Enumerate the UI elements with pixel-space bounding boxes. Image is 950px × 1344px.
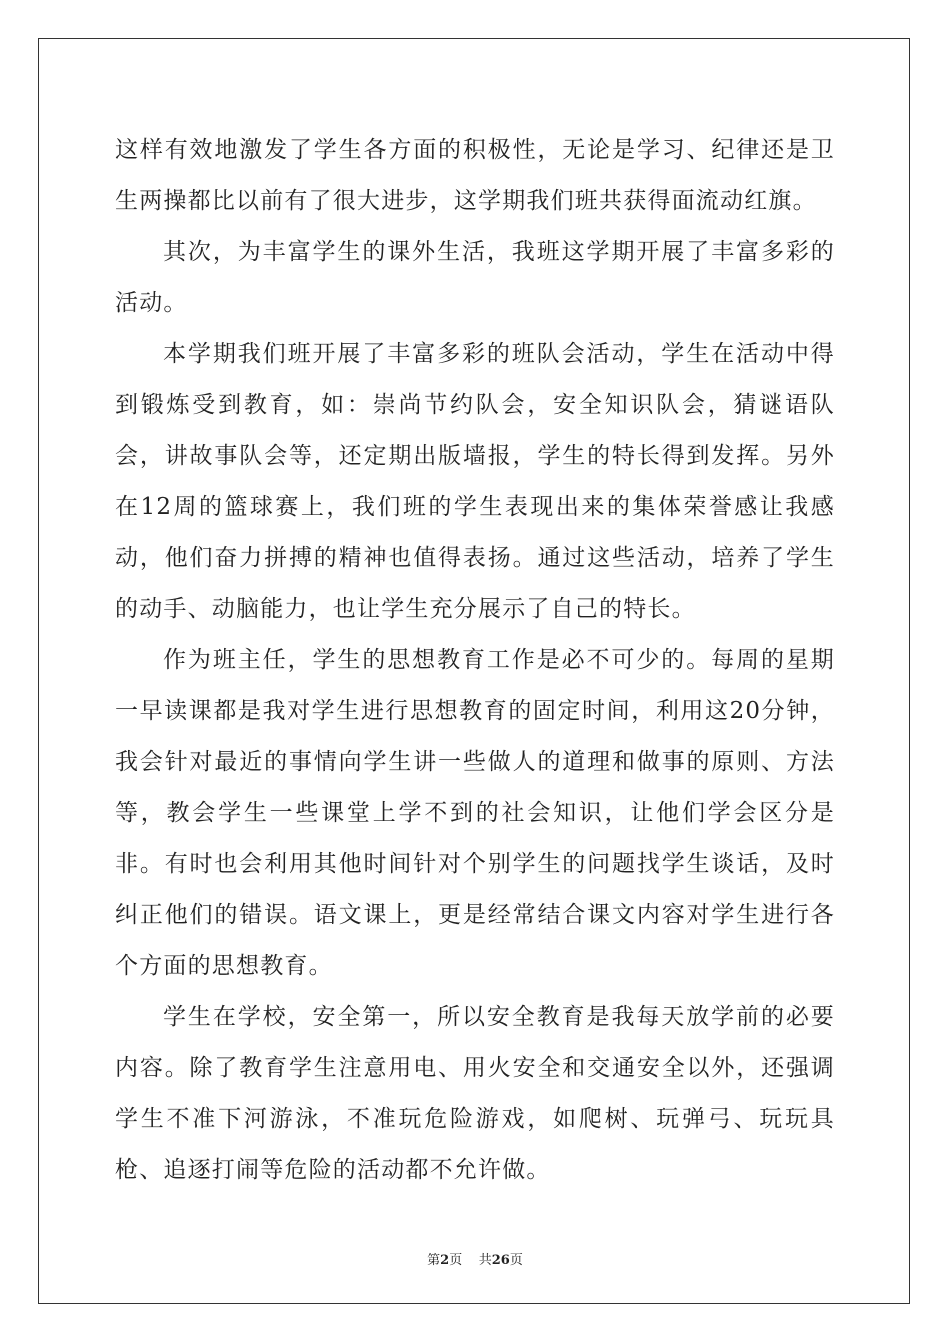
page-prefix: 第 (427, 1253, 441, 1268)
document-body (115, 125, 835, 1196)
page-number: 2 (440, 1253, 450, 1268)
paragraph-5: 学生在学校，安全第一，所以安全教育是我每天放学前的必要内容。除了教育学生注意用电、用火安全和交通安全以外，还强调学生不准下河游泳，不准玩危险游戏，如爬树、玩弹弓、玩玩具枪、追逐打闹等危险的活动都不允许做。 (115, 1004, 835, 1183)
total-pages: 26 (491, 1253, 510, 1268)
paragraph-2: 其次，为丰富学生的课外生活，我班这学期开展了丰富多彩的活动。 (115, 239, 835, 316)
paragraph-4: 作为班主任，学生的思想教育工作是必不可少的。每周的星期一早读课都是我对学生进行思想教育的固定时间，利用这20分钟，我会针对最近的事情向学生讲一些做人的道理和做事的原则、方法等，教会学生一些课堂上学不到的社会知识，让他们学会区分是非。有时也会利用其他时间针对个别学生的问题找学生谈话，及时纠正他们的错误。语文课上，更是经常结合课文内容对学生进行各个方面的思想教育。 (115, 647, 835, 979)
page-footer (0, 1249, 950, 1268)
total-suffix: 页 (509, 1253, 523, 1268)
total-prefix: 共 (478, 1253, 492, 1268)
page-suffix: 页 (449, 1253, 463, 1268)
paragraph-3: 本学期我们班开展了丰富多彩的班队会活动，学生在活动中得到锻炼受到教育，如：崇尚节约队会，安全知识队会，猜谜语队会，讲故事队会等，还定期出版墙报，学生的特长得到发挥。另外在12周的篮球赛上，我们班的学生表现出来的集体荣誉感让我感动，他们奋力拼搏的精神也值得表扬。通过这些活动，培养了学生的动手、动脑能力，也让学生充分展示了自己的特长。 (115, 341, 835, 622)
paragraph-1: 这样有效地激发了学生各方面的积极性，无论是学习、纪律还是卫生两操都比以前有了很大进步，这学期我们班共获得面流动红旗。 (115, 137, 835, 214)
